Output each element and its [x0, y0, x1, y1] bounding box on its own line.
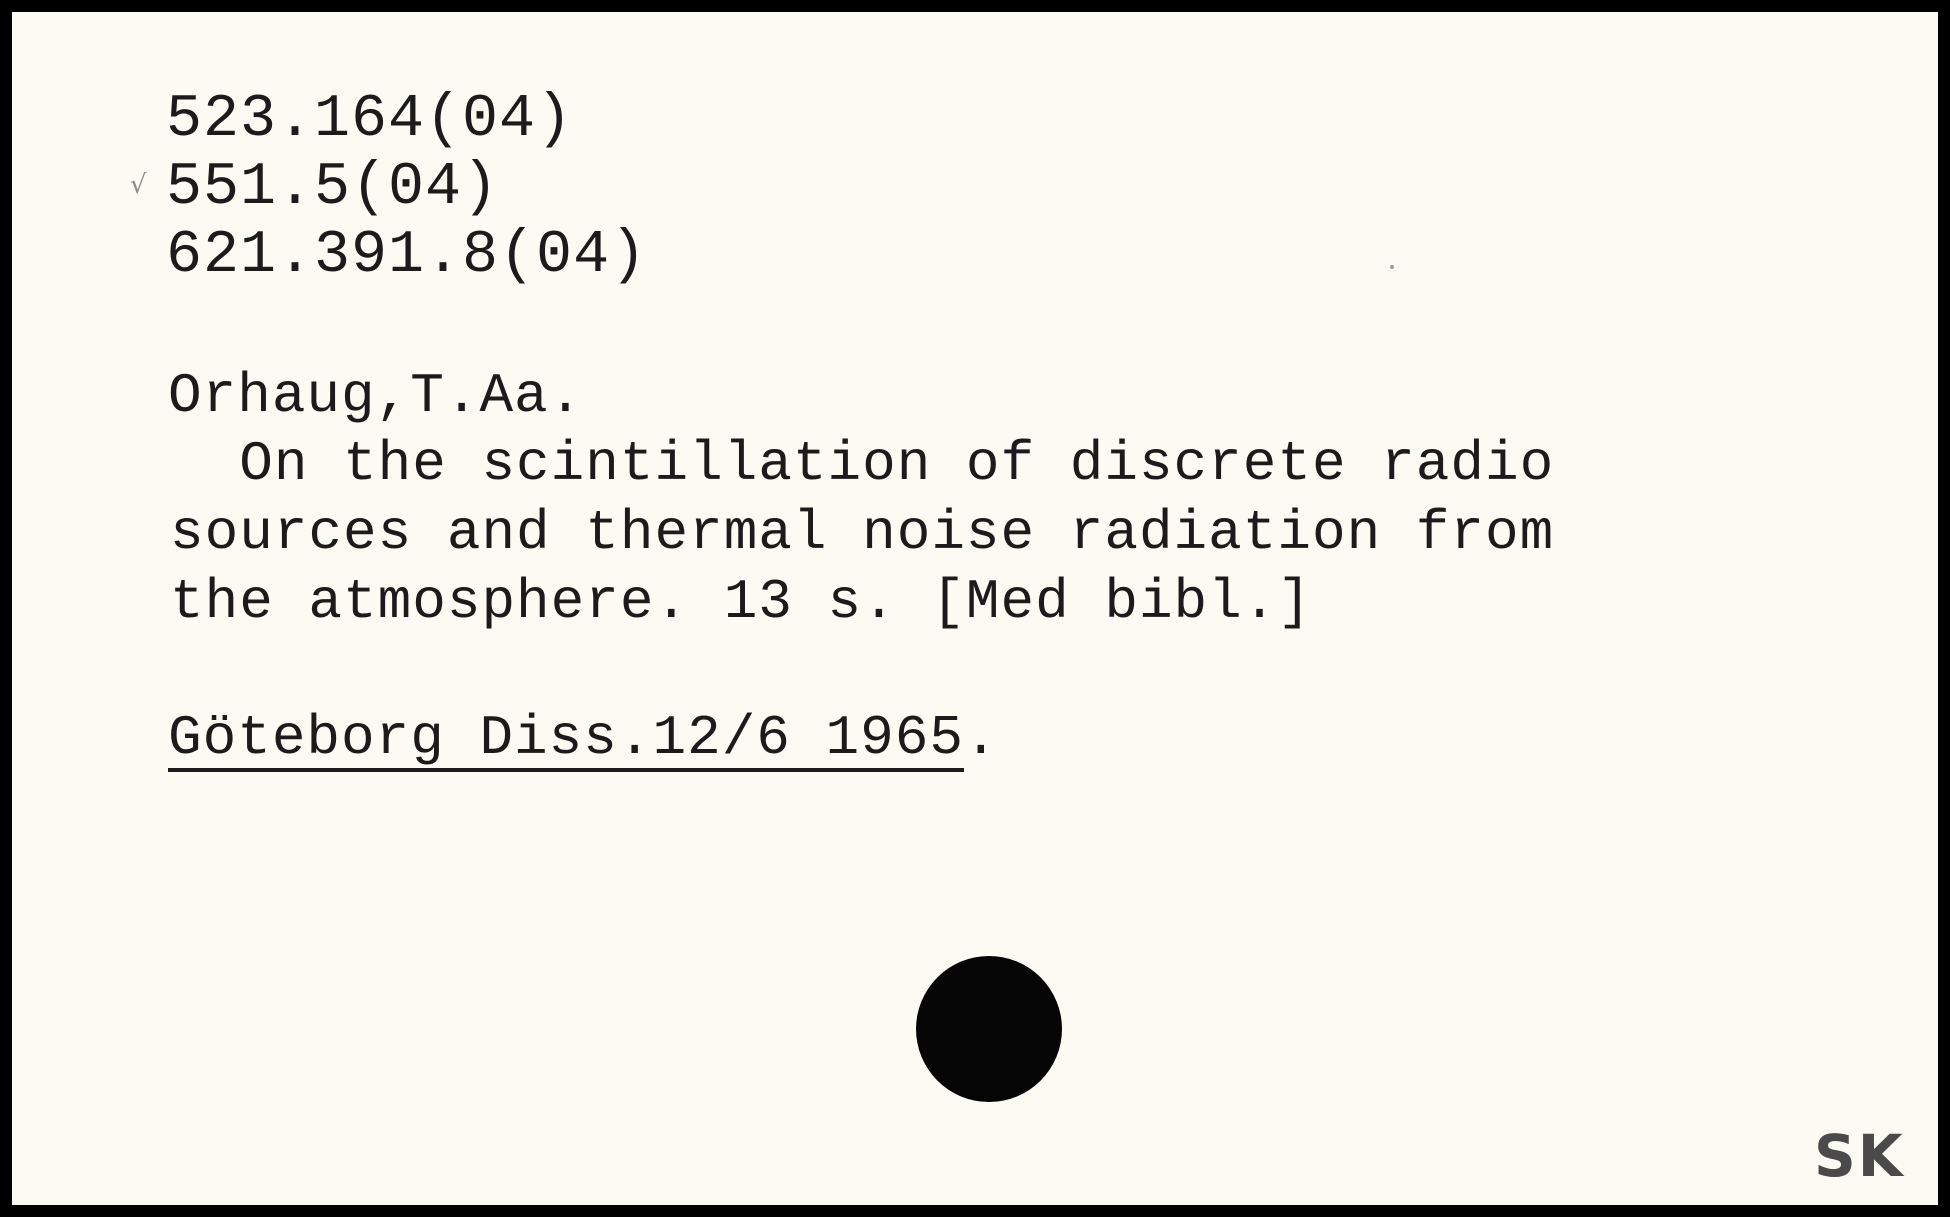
catalog-card — [12, 12, 1938, 1205]
publication-period: . — [963, 706, 999, 770]
title-line-1: On the scintillation of discrete radio — [170, 432, 1555, 496]
library-stamp: SK — [1814, 1122, 1905, 1190]
publication-line — [168, 706, 999, 772]
classification-number-2: 551.5(04) — [166, 154, 500, 222]
punch-hole — [916, 956, 1062, 1102]
title-line-3: the atmosphere. 13 s. [Med bibl.] — [170, 570, 1312, 634]
classification-number-1: 523.164(04) — [166, 86, 574, 154]
paper-speck — [1390, 265, 1394, 269]
author-name: Orhaug,T.Aa. — [168, 364, 584, 428]
title-line-2: sources and thermal noise radiation from — [170, 501, 1555, 565]
classification-number-3: 621.391.8(04) — [166, 222, 648, 290]
check-mark: √ — [130, 170, 147, 200]
publication-info: Göteborg Diss.12/6 1965 — [168, 706, 964, 770]
